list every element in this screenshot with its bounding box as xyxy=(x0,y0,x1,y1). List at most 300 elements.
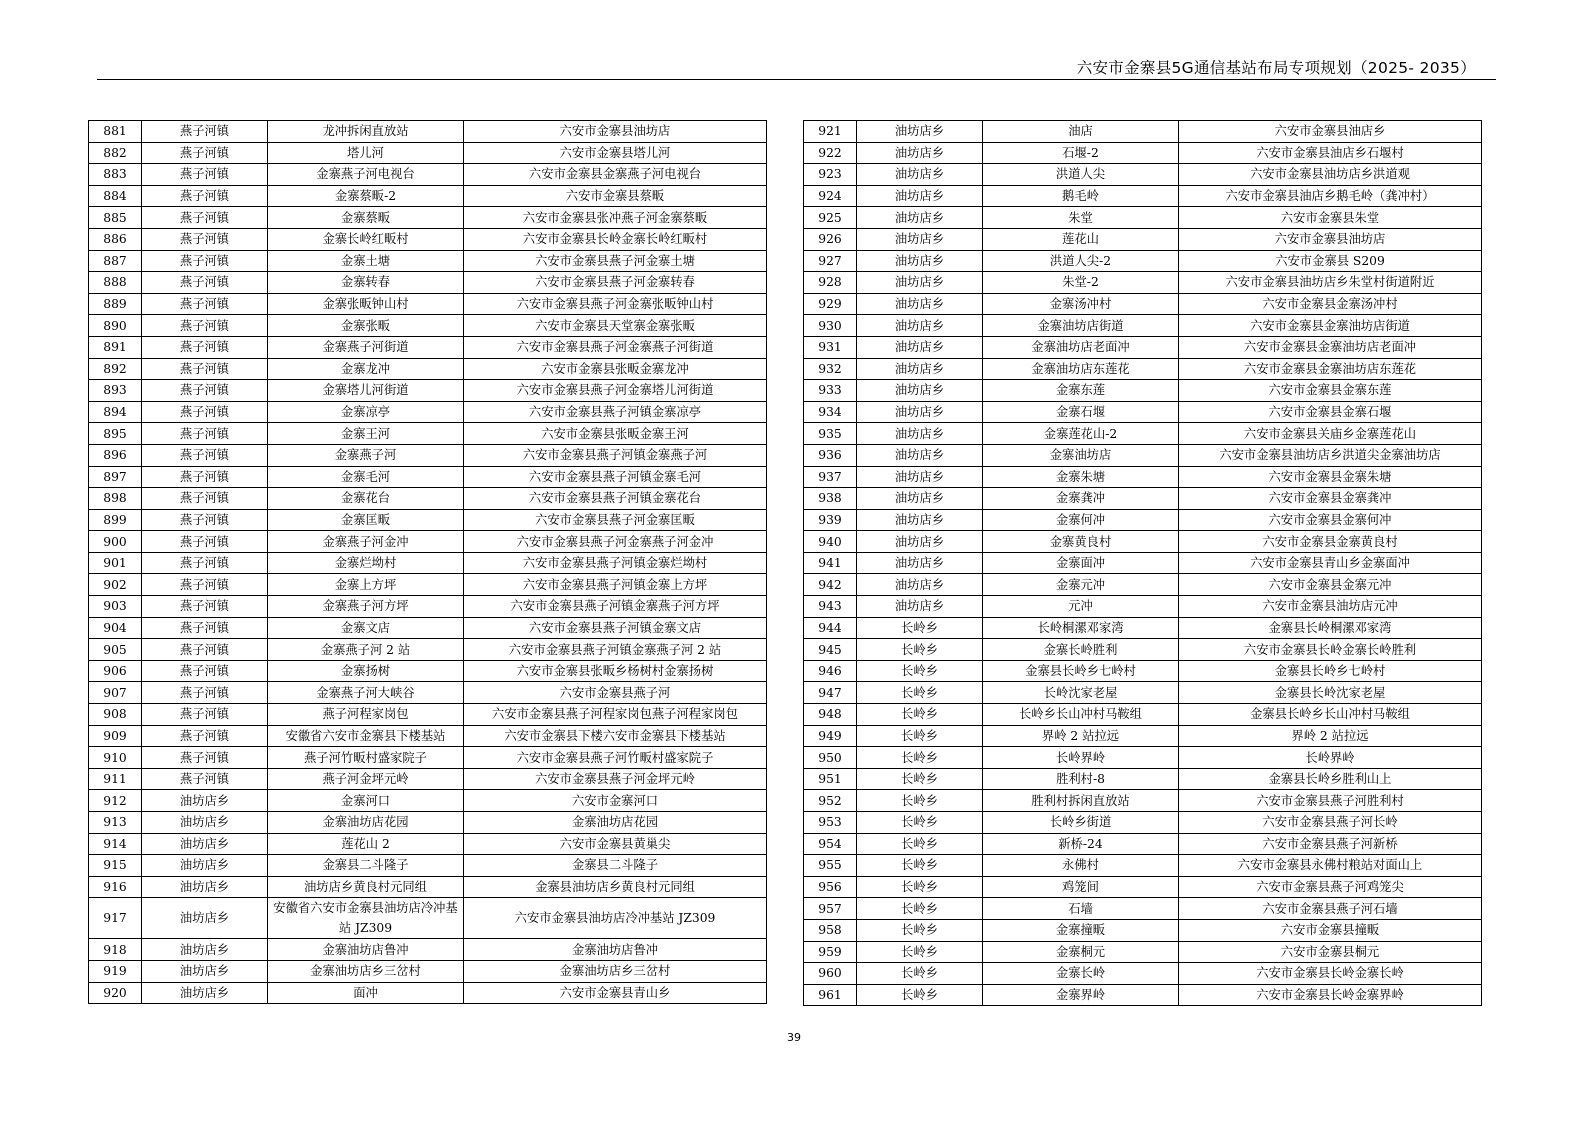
station-name-cell: 金寨燕子河 xyxy=(268,444,464,466)
row-number-cell: 926 xyxy=(804,228,857,250)
table-row xyxy=(804,768,1482,790)
row-number-cell: 925 xyxy=(804,207,857,229)
table-row xyxy=(804,574,1482,596)
township-cell: 燕子河镇 xyxy=(142,596,268,618)
row-number-cell: 895 xyxy=(89,423,142,445)
station-name-cell: 金寨撞畈 xyxy=(983,919,1179,941)
address-cell: 六安市金寨县燕子河新桥 xyxy=(1179,833,1482,855)
station-name-cell: 金寨扬树 xyxy=(268,660,464,682)
station-name-cell: 朱堂-2 xyxy=(983,272,1179,294)
station-name-cell: 金寨桐元 xyxy=(983,941,1179,963)
address-cell: 六安市金寨县燕子河镇金寨凉亭 xyxy=(464,401,767,423)
address-cell: 金寨县长岭沈家老屋 xyxy=(1179,682,1482,704)
row-number-cell: 920 xyxy=(89,982,142,1004)
row-number-cell: 886 xyxy=(89,228,142,250)
township-cell: 燕子河镇 xyxy=(142,185,268,207)
address-cell: 六安市金寨县燕子河镇金寨烂坳村 xyxy=(464,552,767,574)
address-cell: 六安市金寨县燕子河金寨匡畈 xyxy=(464,509,767,531)
row-number-cell: 916 xyxy=(89,876,142,898)
address-cell: 六安市金寨县燕子河镇金寨花台 xyxy=(464,488,767,510)
station-name-cell: 金寨元冲 xyxy=(983,574,1179,596)
row-number-cell: 908 xyxy=(89,704,142,726)
address-cell: 六安市金寨县塔儿河 xyxy=(464,142,767,164)
station-name-cell: 金寨县二斗隆子 xyxy=(268,855,464,877)
table-row xyxy=(804,919,1482,941)
station-name-cell: 洪道人尖 xyxy=(983,164,1179,186)
address-cell: 六安市金寨县金寨东莲 xyxy=(1179,380,1482,402)
table-row xyxy=(89,812,767,834)
table-row xyxy=(804,401,1482,423)
address-cell: 六安市金寨县燕子河镇金寨燕子河 xyxy=(464,444,767,466)
address-cell: 六安市金寨县燕子河镇金寨上方坪 xyxy=(464,574,767,596)
row-number-cell: 940 xyxy=(804,531,857,553)
table-row xyxy=(89,876,767,898)
township-cell: 燕子河镇 xyxy=(142,509,268,531)
township-cell: 燕子河镇 xyxy=(142,682,268,704)
row-number-cell: 913 xyxy=(89,812,142,834)
row-number-cell: 918 xyxy=(89,939,142,961)
row-number-cell: 935 xyxy=(804,423,857,445)
township-cell: 油坊店乡 xyxy=(142,939,268,961)
township-cell: 燕子河镇 xyxy=(142,747,268,769)
row-number-cell: 896 xyxy=(89,444,142,466)
station-name-cell: 金寨匡畈 xyxy=(268,509,464,531)
row-number-cell: 917 xyxy=(89,898,142,939)
table-row xyxy=(89,939,767,961)
station-name-cell: 鸡笼间 xyxy=(983,876,1179,898)
township-cell: 燕子河镇 xyxy=(142,531,268,553)
township-cell: 长岭乡 xyxy=(857,855,983,877)
station-name-cell: 金寨长岭红畈村 xyxy=(268,228,464,250)
township-cell: 燕子河镇 xyxy=(142,142,268,164)
township-cell: 燕子河镇 xyxy=(142,639,268,661)
row-number-cell: 924 xyxy=(804,185,857,207)
station-name-cell: 界岭 2 站拉远 xyxy=(983,725,1179,747)
row-number-cell: 931 xyxy=(804,336,857,358)
table-row xyxy=(89,423,767,445)
township-cell: 油坊店乡 xyxy=(857,423,983,445)
table-row xyxy=(804,293,1482,315)
station-name-cell: 金寨花台 xyxy=(268,488,464,510)
station-name-cell: 金寨油坊店乡三岔村 xyxy=(268,960,464,982)
table-row xyxy=(89,488,767,510)
row-number-cell: 885 xyxy=(89,207,142,229)
address-cell: 六安市金寨县燕子河金寨张畈钟山村 xyxy=(464,293,767,315)
table-row xyxy=(89,401,767,423)
station-name-cell: 金寨河口 xyxy=(268,790,464,812)
row-number-cell: 889 xyxy=(89,293,142,315)
address-cell: 六安市金寨县蔡畈 xyxy=(464,185,767,207)
station-name-cell: 金寨油坊店鲁冲 xyxy=(268,939,464,961)
township-cell: 油坊店乡 xyxy=(142,790,268,812)
township-cell: 长岭乡 xyxy=(857,768,983,790)
township-cell: 长岭乡 xyxy=(857,639,983,661)
table-row xyxy=(804,790,1482,812)
township-cell: 油坊店乡 xyxy=(857,552,983,574)
table-row xyxy=(804,639,1482,661)
township-cell: 长岭乡 xyxy=(857,790,983,812)
station-name-cell: 金寨汤冲村 xyxy=(983,293,1179,315)
row-number-cell: 938 xyxy=(804,488,857,510)
township-cell: 油坊店乡 xyxy=(142,898,268,939)
station-name-cell: 金寨毛河 xyxy=(268,466,464,488)
township-cell: 燕子河镇 xyxy=(142,768,268,790)
row-number-cell: 881 xyxy=(89,121,142,143)
table-row xyxy=(804,725,1482,747)
station-name-cell: 金寨张畈钟山村 xyxy=(268,293,464,315)
table-row xyxy=(804,682,1482,704)
row-number-cell: 958 xyxy=(804,919,857,941)
table-row xyxy=(89,121,767,143)
address-cell: 六安市金寨县黄巢尖 xyxy=(464,833,767,855)
table-body-left xyxy=(89,121,767,1004)
township-cell: 燕子河镇 xyxy=(142,293,268,315)
row-number-cell: 949 xyxy=(804,725,857,747)
township-cell: 长岭乡 xyxy=(857,725,983,747)
table-row xyxy=(804,164,1482,186)
township-cell: 油坊店乡 xyxy=(857,293,983,315)
station-name-cell: 燕子河竹畈村盛家院子 xyxy=(268,747,464,769)
address-cell: 六安市金寨县燕子河金寨燕子河街道 xyxy=(464,336,767,358)
address-cell: 六安市金寨县金寨燕子河电视台 xyxy=(464,164,767,186)
table-row xyxy=(89,833,767,855)
address-cell: 六安市金寨县金寨石堰 xyxy=(1179,401,1482,423)
township-cell: 油坊店乡 xyxy=(142,812,268,834)
township-cell: 油坊店乡 xyxy=(857,207,983,229)
row-number-cell: 950 xyxy=(804,747,857,769)
address-cell: 六安市金寨县桐元 xyxy=(1179,941,1482,963)
table-row xyxy=(89,164,767,186)
station-name-cell: 安徽省六安市金寨县油坊店冷冲基站 JZ309 xyxy=(268,898,464,939)
station-name-cell: 长岭乡街道 xyxy=(983,812,1179,834)
table-row xyxy=(89,617,767,639)
address-cell: 六安市金寨县长岭金寨长岭 xyxy=(1179,963,1482,985)
table-row xyxy=(804,121,1482,143)
address-cell: 六安市金寨县燕子河镇金寨燕子河 2 站 xyxy=(464,639,767,661)
table-row xyxy=(804,898,1482,920)
table-row xyxy=(89,358,767,380)
table-row xyxy=(89,982,767,1004)
township-cell: 油坊店乡 xyxy=(857,488,983,510)
township-cell: 燕子河镇 xyxy=(142,121,268,143)
table-row xyxy=(804,704,1482,726)
table-row xyxy=(89,380,767,402)
address-cell: 六安市金寨县油坊店 xyxy=(464,121,767,143)
address-cell: 金寨县长岭乡七岭村 xyxy=(1179,660,1482,682)
row-number-cell: 910 xyxy=(89,747,142,769)
station-name-cell: 金寨燕子河街道 xyxy=(268,336,464,358)
address-cell: 六安市金寨县油坊店乡洪道尖金寨油坊店 xyxy=(1179,444,1482,466)
township-cell: 燕子河镇 xyxy=(142,315,268,337)
station-name-cell: 燕子河金坪元岭 xyxy=(268,768,464,790)
township-cell: 燕子河镇 xyxy=(142,444,268,466)
row-number-cell: 912 xyxy=(89,790,142,812)
address-cell: 六安市金寨县燕子河鸡笼尖 xyxy=(1179,876,1482,898)
station-name-cell: 长岭沈家老屋 xyxy=(983,682,1179,704)
table-row xyxy=(804,531,1482,553)
row-number-cell: 955 xyxy=(804,855,857,877)
address-cell: 六安市金寨县燕子河镇金寨燕子河方坪 xyxy=(464,596,767,618)
address-cell: 六安市金寨县长岭金寨长岭红畈村 xyxy=(464,228,767,250)
station-name-cell: 龙冲拆闲直放站 xyxy=(268,121,464,143)
address-cell: 金寨县二斗隆子 xyxy=(464,855,767,877)
station-name-cell: 朱堂 xyxy=(983,207,1179,229)
township-cell: 燕子河镇 xyxy=(142,380,268,402)
table-row xyxy=(89,660,767,682)
table-row xyxy=(89,228,767,250)
table-row xyxy=(804,509,1482,531)
row-number-cell: 944 xyxy=(804,617,857,639)
address-cell: 六安市金寨县油店乡 xyxy=(1179,121,1482,143)
table-row xyxy=(804,272,1482,294)
row-number-cell: 954 xyxy=(804,833,857,855)
station-name-cell: 金寨燕子河电视台 xyxy=(268,164,464,186)
table-row xyxy=(804,380,1482,402)
township-cell: 燕子河镇 xyxy=(142,552,268,574)
station-name-cell: 永佛村 xyxy=(983,855,1179,877)
station-name-cell: 金寨燕子河 2 站 xyxy=(268,639,464,661)
township-cell: 长岭乡 xyxy=(857,941,983,963)
address-cell: 六安市金寨县朱堂 xyxy=(1179,207,1482,229)
station-name-cell: 胜利村-8 xyxy=(983,768,1179,790)
township-cell: 油坊店乡 xyxy=(142,876,268,898)
township-cell: 燕子河镇 xyxy=(142,660,268,682)
table-row xyxy=(89,725,767,747)
address-cell: 长岭界岭 xyxy=(1179,747,1482,769)
station-name-cell: 金寨转春 xyxy=(268,272,464,294)
address-cell: 六安市金寨县燕子河镇金寨毛河 xyxy=(464,466,767,488)
address-cell: 六安市金寨县燕子河金寨土塘 xyxy=(464,250,767,272)
station-name-cell: 鹅毛岭 xyxy=(983,185,1179,207)
address-cell: 六安市金寨县天堂寨金寨张畈 xyxy=(464,315,767,337)
address-cell: 金寨县油坊店乡黄良村元同组 xyxy=(464,876,767,898)
station-name-cell: 金寨凉亭 xyxy=(268,401,464,423)
township-cell: 燕子河镇 xyxy=(142,358,268,380)
station-name-cell: 金寨油坊店老面冲 xyxy=(983,336,1179,358)
address-cell: 六安市金寨县油店乡鹅毛岭（龚冲村） xyxy=(1179,185,1482,207)
table-row xyxy=(804,423,1482,445)
township-cell: 燕子河镇 xyxy=(142,336,268,358)
table-row xyxy=(804,488,1482,510)
table-row xyxy=(89,466,767,488)
address-cell: 六安市金寨县金寨龚冲 xyxy=(1179,488,1482,510)
township-cell: 油坊店乡 xyxy=(857,228,983,250)
station-name-cell: 胜利村拆闲直放站 xyxy=(983,790,1179,812)
table-row xyxy=(804,963,1482,985)
table-row xyxy=(89,531,767,553)
table-row xyxy=(804,617,1482,639)
township-cell: 燕子河镇 xyxy=(142,250,268,272)
township-cell: 油坊店乡 xyxy=(857,401,983,423)
address-cell: 金寨油坊店乡三岔村 xyxy=(464,960,767,982)
row-number-cell: 911 xyxy=(89,768,142,790)
station-name-cell: 金寨张畈 xyxy=(268,315,464,337)
row-number-cell: 921 xyxy=(804,121,857,143)
station-name-cell: 金寨燕子河金冲 xyxy=(268,531,464,553)
address-cell: 六安市金寨县张畈金寨王河 xyxy=(464,423,767,445)
township-cell: 油坊店乡 xyxy=(857,336,983,358)
station-name-cell: 金寨朱塘 xyxy=(983,466,1179,488)
table-row xyxy=(804,941,1482,963)
township-cell: 燕子河镇 xyxy=(142,466,268,488)
address-cell: 六安市金寨县燕子河镇金寨文店 xyxy=(464,617,767,639)
station-name-cell: 金寨长岭胜利 xyxy=(983,639,1179,661)
station-name-cell: 金寨油坊店 xyxy=(983,444,1179,466)
station-name-cell: 元冲 xyxy=(983,596,1179,618)
table-row xyxy=(89,207,767,229)
station-name-cell: 金寨烂坳村 xyxy=(268,552,464,574)
row-number-cell: 947 xyxy=(804,682,857,704)
address-cell: 六安市金寨县青山乡金寨面冲 xyxy=(1179,552,1482,574)
address-cell: 六安市金寨县燕子河胜利村 xyxy=(1179,790,1482,812)
row-number-cell: 919 xyxy=(89,960,142,982)
document-header-title: 六安市金寨县5G通信基站布局专项规划（2025- 2035） xyxy=(1076,59,1476,77)
row-number-cell: 894 xyxy=(89,401,142,423)
row-number-cell: 961 xyxy=(804,984,857,1006)
address-cell: 六安市金寨县金寨油坊店老面冲 xyxy=(1179,336,1482,358)
station-name-cell: 长岭乡长山冲村马鞍组 xyxy=(983,704,1179,726)
table-row xyxy=(89,336,767,358)
row-number-cell: 946 xyxy=(804,660,857,682)
table-row xyxy=(804,552,1482,574)
township-cell: 长岭乡 xyxy=(857,984,983,1006)
station-name-cell: 燕子河程家岗包 xyxy=(268,704,464,726)
row-number-cell: 957 xyxy=(804,898,857,920)
row-number-cell: 934 xyxy=(804,401,857,423)
row-number-cell: 892 xyxy=(89,358,142,380)
address-cell: 六安市金寨县张畈金寨龙冲 xyxy=(464,358,767,380)
station-name-cell: 金寨石堰 xyxy=(983,401,1179,423)
table-row xyxy=(89,250,767,272)
station-name-cell: 金寨面冲 xyxy=(983,552,1179,574)
station-name-cell: 金寨油坊店街道 xyxy=(983,315,1179,337)
station-name-cell: 莲花山 xyxy=(983,228,1179,250)
row-number-cell: 897 xyxy=(89,466,142,488)
row-number-cell: 930 xyxy=(804,315,857,337)
township-cell: 燕子河镇 xyxy=(142,228,268,250)
address-cell: 六安市金寨县张畈乡杨树村金寨扬树 xyxy=(464,660,767,682)
station-name-cell: 塔儿河 xyxy=(268,142,464,164)
address-cell: 金寨油坊店花园 xyxy=(464,812,767,834)
township-cell: 油坊店乡 xyxy=(857,185,983,207)
station-name-cell: 金寨土塘 xyxy=(268,250,464,272)
table-row xyxy=(804,660,1482,682)
address-cell: 六安市金寨县燕子河石墙 xyxy=(1179,898,1482,920)
township-cell: 燕子河镇 xyxy=(142,725,268,747)
station-name-cell: 金寨蔡畈-2 xyxy=(268,185,464,207)
station-name-cell: 金寨塔儿河街道 xyxy=(268,380,464,402)
table-row xyxy=(804,142,1482,164)
row-number-cell: 933 xyxy=(804,380,857,402)
table-row xyxy=(804,185,1482,207)
township-cell: 油坊店乡 xyxy=(142,833,268,855)
row-number-cell: 932 xyxy=(804,358,857,380)
station-name-cell: 金寨油坊店花园 xyxy=(268,812,464,834)
row-number-cell: 909 xyxy=(89,725,142,747)
station-name-cell: 金寨东莲 xyxy=(983,380,1179,402)
table-row xyxy=(89,574,767,596)
station-name-cell: 金寨蔡畈 xyxy=(268,207,464,229)
station-name-cell: 长岭桐漯邓家湾 xyxy=(983,617,1179,639)
row-number-cell: 903 xyxy=(89,596,142,618)
township-cell: 油坊店乡 xyxy=(857,596,983,618)
table-row xyxy=(89,682,767,704)
row-number-cell: 928 xyxy=(804,272,857,294)
table-row xyxy=(804,207,1482,229)
table-row xyxy=(804,876,1482,898)
table-row xyxy=(89,855,767,877)
address-cell: 六安市金寨县金寨油坊店街道 xyxy=(1179,315,1482,337)
address-cell: 六安市金寨县金寨何冲 xyxy=(1179,509,1482,531)
township-cell: 长岭乡 xyxy=(857,876,983,898)
address-cell: 六安市金寨县关庙乡金寨莲花山 xyxy=(1179,423,1482,445)
table-row xyxy=(804,747,1482,769)
station-name-cell: 长岭界岭 xyxy=(983,747,1179,769)
township-cell: 长岭乡 xyxy=(857,682,983,704)
township-cell: 燕子河镇 xyxy=(142,207,268,229)
station-name-cell: 金寨燕子河大峡谷 xyxy=(268,682,464,704)
address-cell: 六安市金寨县撞畈 xyxy=(1179,919,1482,941)
address-cell: 六安市金寨县 S209 xyxy=(1179,250,1482,272)
table-row xyxy=(804,336,1482,358)
address-cell: 六安市金寨县金寨油坊店东莲花 xyxy=(1179,358,1482,380)
township-cell: 燕子河镇 xyxy=(142,488,268,510)
station-name-cell: 石堰-2 xyxy=(983,142,1179,164)
township-cell: 长岭乡 xyxy=(857,617,983,639)
row-number-cell: 883 xyxy=(89,164,142,186)
township-cell: 长岭乡 xyxy=(857,747,983,769)
table-row xyxy=(89,185,767,207)
table-row xyxy=(89,315,767,337)
table-body-right xyxy=(804,121,1482,1006)
station-name-cell: 金寨燕子河方坪 xyxy=(268,596,464,618)
row-number-cell: 953 xyxy=(804,812,857,834)
row-number-cell: 922 xyxy=(804,142,857,164)
township-cell: 燕子河镇 xyxy=(142,401,268,423)
township-cell: 油坊店乡 xyxy=(857,315,983,337)
address-cell: 六安市金寨县燕子河程家岗包燕子河程家岗包 xyxy=(464,704,767,726)
address-cell: 六安市金寨县张冲燕子河金寨蔡畈 xyxy=(464,207,767,229)
station-name-cell: 新桥-24 xyxy=(983,833,1179,855)
row-number-cell: 927 xyxy=(804,250,857,272)
address-cell: 金寨县长岭桐漯邓家湾 xyxy=(1179,617,1482,639)
township-cell: 长岭乡 xyxy=(857,919,983,941)
station-name-cell: 金寨油坊店东莲花 xyxy=(983,358,1179,380)
row-number-cell: 956 xyxy=(804,876,857,898)
row-number-cell: 948 xyxy=(804,704,857,726)
table-row xyxy=(89,509,767,531)
township-cell: 长岭乡 xyxy=(857,660,983,682)
table-row xyxy=(89,142,767,164)
table-row xyxy=(89,639,767,661)
table-row xyxy=(804,984,1482,1006)
township-cell: 油坊店乡 xyxy=(142,960,268,982)
township-cell: 油坊店乡 xyxy=(857,380,983,402)
address-cell: 六安市金寨县燕子河金坪元岭 xyxy=(464,768,767,790)
row-number-cell: 888 xyxy=(89,272,142,294)
address-cell: 六安市金寨河口 xyxy=(464,790,767,812)
row-number-cell: 898 xyxy=(89,488,142,510)
township-cell: 长岭乡 xyxy=(857,833,983,855)
table-row xyxy=(804,466,1482,488)
address-cell: 六安市金寨县油坊店冷冲基站 JZ309 xyxy=(464,898,767,939)
table-row xyxy=(89,898,767,939)
table-row xyxy=(89,768,767,790)
address-cell: 金寨县长岭乡长山冲村马鞍组 xyxy=(1179,704,1482,726)
table-row xyxy=(89,552,767,574)
table-row xyxy=(804,315,1482,337)
table-row xyxy=(89,790,767,812)
